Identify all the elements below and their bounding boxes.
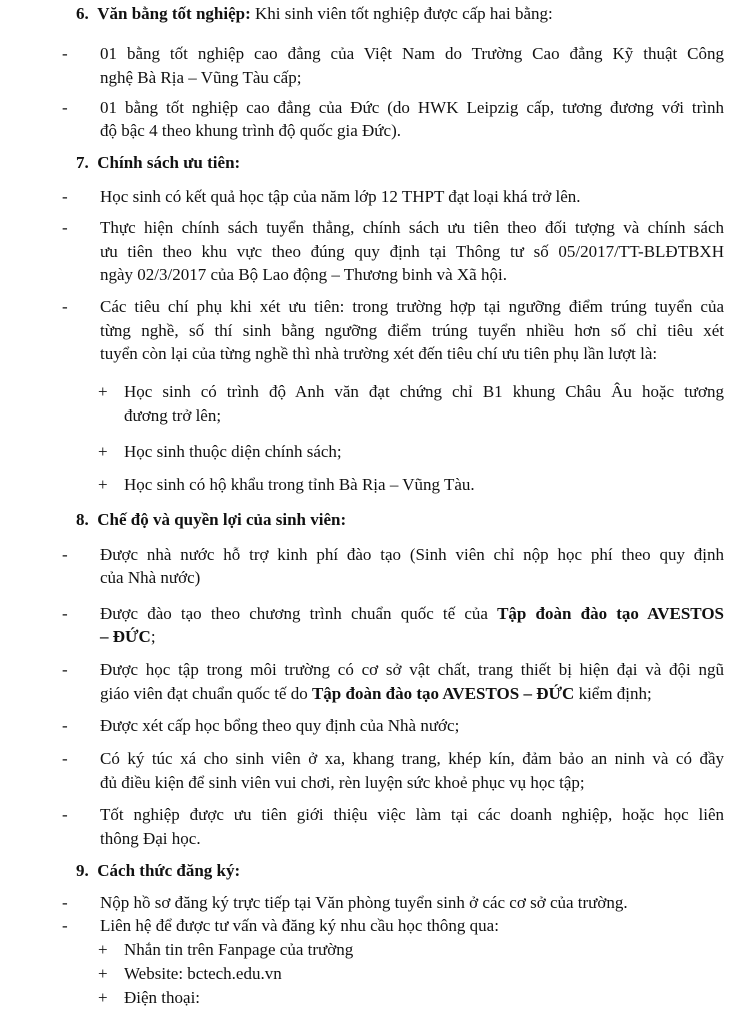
- bold-text-run: – ĐỨC: [100, 627, 151, 646]
- list-item-line: Thực hiện chính sách tuyển thẳng, chính sách ưu tiên theo đối tượng và chính sách: [100, 218, 724, 237]
- section-number: 7.: [76, 153, 89, 172]
- dash-bullet: -: [62, 44, 68, 63]
- dash-bullet: -: [62, 187, 68, 206]
- list-item-line: Được học tập trong môi trường có cơ sở vật chất, trang thiết bị hiện đại và đội ngũ: [100, 660, 724, 679]
- text-run: kiểm định;: [574, 684, 652, 703]
- list-item-line: [100, 684, 652, 704]
- section-title: Chính sách ưu tiên:: [97, 153, 241, 172]
- bold-text-run: Tập đoàn đào tạo AVESTOS: [497, 604, 724, 623]
- section-6-heading: [76, 4, 553, 24]
- dash-bullet: -: [62, 749, 68, 768]
- section-title: Chế độ và quyền lợi của sinh viên:: [97, 510, 347, 529]
- sub-item-line: Học sinh thuộc diện chính sách;: [124, 442, 342, 461]
- bold-text-run: Tập đoàn đào tạo AVESTOS – ĐỨC: [311, 684, 575, 703]
- dash-bullet: -: [62, 604, 68, 623]
- dash-bullet: -: [62, 916, 68, 935]
- list-item-line: độ bậc 4 theo khung trình độ quốc gia Đức).: [100, 121, 401, 140]
- list-item-line: Được xét cấp học bổng theo quy định của Nhà nước;: [100, 716, 460, 735]
- list-item-line: Tốt nghiệp được ưu tiên giới thiệu việc làm tại các doanh nghiệp, hoặc học liên: [100, 805, 724, 824]
- dash-bullet: -: [62, 545, 68, 564]
- section-7-heading: [76, 153, 240, 173]
- plus-bullet: +: [98, 964, 108, 983]
- list-item-line: ưu tiên theo khu vực theo đúng quy định tại Thông tư số 05/2017/TT-BLĐTBXH: [100, 242, 724, 261]
- list-item-line: ngày 02/3/2017 của Bộ Lao động – Thương binh và Xã hội.: [100, 265, 507, 284]
- dash-bullet: -: [62, 98, 68, 117]
- section-intro: Khi sinh viên tốt nghiệp được cấp hai bằng:: [255, 4, 553, 23]
- list-item-line: Nộp hồ sơ đăng ký trực tiếp tại Văn phòng tuyển sinh ở các cơ sở của trường.: [100, 893, 628, 912]
- dash-bullet: -: [62, 716, 68, 735]
- list-item-line: [100, 604, 724, 624]
- plus-bullet: +: [98, 988, 108, 1007]
- dash-bullet: -: [62, 660, 68, 679]
- list-item-line: [100, 627, 156, 647]
- list-item-line: thông Đại học.: [100, 829, 201, 848]
- list-item-line: 01 bằng tốt nghiệp cao đẳng của Việt Nam do Trường Cao đẳng Kỹ thuật Công: [100, 44, 724, 63]
- list-item-line: tuyển còn lại của từng nghề thì nhà trường xét đến tiêu chí ưu tiên phụ lần lượt là:: [100, 344, 658, 363]
- section-number: 9.: [76, 861, 89, 880]
- text-run: giáo viên đạt chuẩn quốc tế do: [100, 684, 312, 703]
- sub-item-line: Điện thoại:: [124, 988, 201, 1007]
- sub-item-line: Nhắn tin trên Fanpage của trường: [124, 940, 354, 959]
- sub-item-line: Học sinh có hộ khẩu trong tỉnh Bà Rịa – Vũng Tàu.: [124, 475, 475, 494]
- list-item-line: Liên hệ để được tư vấn và đăng ký nhu cầu học thông qua:: [100, 916, 499, 935]
- text-run: ;: [150, 627, 156, 646]
- dash-bullet: -: [62, 218, 68, 237]
- plus-bullet: +: [98, 940, 108, 959]
- text-run: Được đào tạo theo chương trình chuẩn quốc tế của: [100, 604, 498, 623]
- sub-item-line: Học sinh có trình độ Anh văn đạt chứng chỉ B1 khung Châu Âu hoặc tương: [124, 382, 724, 401]
- list-item-line: đủ điều kiện để sinh viên vui chơi, rèn luyện sức khoẻ phục vụ học tập;: [100, 773, 585, 792]
- section-number: 8.: [76, 510, 89, 529]
- plus-bullet: +: [98, 442, 108, 461]
- list-item-line: nghệ Bà Rịa – Vũng Tàu cấp;: [100, 68, 302, 87]
- list-item-line: của Nhà nước): [100, 568, 201, 587]
- sub-item-line: đương trở lên;: [124, 406, 222, 425]
- dash-bullet: -: [62, 297, 68, 316]
- dash-bullet: -: [62, 805, 68, 824]
- list-item-line: Các tiêu chí phụ khi xét ưu tiên: trong trường hợp tại ngưỡng điểm trúng tuyển của: [100, 297, 724, 316]
- dash-bullet: -: [62, 893, 68, 912]
- plus-bullet: +: [98, 475, 108, 494]
- list-item-line: Học sinh có kết quả học tập của năm lớp 12 THPT đạt loại khá trở lên.: [100, 187, 581, 206]
- list-item-line: từng nghề, số thí sinh bằng ngưỡng điểm trúng tuyển nhiều hơn số chỉ tiêu xét: [100, 321, 724, 340]
- section-title: Cách thức đăng ký:: [97, 861, 241, 880]
- section-number: 6.: [76, 4, 89, 23]
- sub-item-line: Website: bctech.edu.vn: [124, 964, 282, 983]
- list-item-line: Có ký túc xá cho sinh viên ở xa, khang trang, khép kín, đảm bảo an ninh và có đầy: [100, 749, 724, 768]
- plus-bullet: +: [98, 382, 108, 401]
- section-title: Văn bằng tốt nghiệp:: [97, 4, 251, 23]
- list-item-line: Được nhà nước hỗ trợ kinh phí đào tạo (Sinh viên chỉ nộp học phí theo quy định: [100, 545, 724, 564]
- section-8-heading: [76, 510, 346, 530]
- list-item-line: 01 bằng tốt nghiệp cao đẳng của Đức (do HWK Leipzig cấp, tương đương với trình: [100, 98, 724, 117]
- section-9-heading: [76, 861, 240, 881]
